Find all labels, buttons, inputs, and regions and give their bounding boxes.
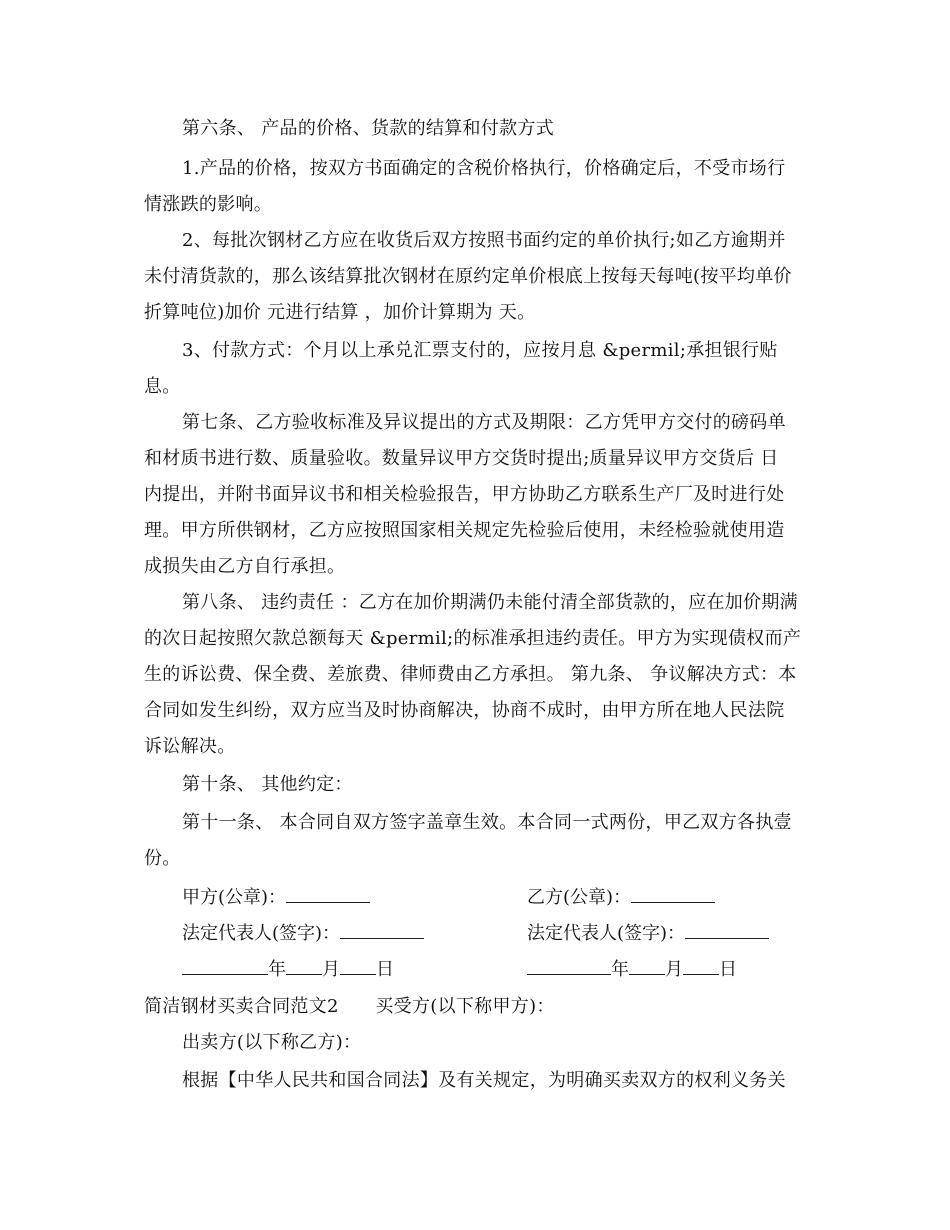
date-b-field [527, 956, 737, 983]
preamble-line: 根据【中华人民共和国合同法】及有关规定，为明确买卖双方的权利义务关 [182, 1070, 786, 1091]
article-6-clause-2-line-3: 折算吨位)加价 元进行结算 ，加价计算期为 天。 [144, 302, 536, 323]
article-6-clause-3-line-2: 息。 [144, 376, 181, 397]
article-8-line-1: 第八条、 违约责任 ：乙方在加价期满仍未能付清全部货款的，应在加价期满 [182, 592, 798, 613]
date-a-month-label: 月 [322, 959, 340, 980]
rep-a-field [182, 920, 424, 947]
date-a-field [182, 956, 394, 983]
party-a-seal-blank [286, 884, 370, 903]
date-b-year-blank [527, 956, 611, 975]
date-a-day-label: 日 [376, 959, 394, 980]
article-11-line-1: 第十一条、 本合同自双方签字盖章生效。本合同一式两份，甲乙双方各执壹 [182, 812, 792, 833]
date-a-year-label: 年 [268, 959, 286, 980]
date-b-month-label: 月 [665, 959, 683, 980]
date-a-year-blank [182, 956, 268, 975]
article-11-line-2: 份。 [144, 848, 181, 869]
article-6-clause-3-line-1: 3、付款方式：个月以上承兑汇票支付的，应按月息 &permil;承担银行贴 [182, 340, 778, 361]
article-10-heading: 第十条、 其他约定： [182, 774, 353, 795]
date-b-day-blank [683, 956, 719, 975]
article-6-clause-2-line-1: 2、每批次钢材乙方应在收货后双方按照书面约定的单价执行;如乙方逾期并 [182, 230, 786, 251]
article-7-line-2: 和材质书进行数、质量验收。数量异议甲方交货时提出;质量异议甲方交货后 日 [144, 448, 779, 469]
date-b-month-blank [629, 956, 665, 975]
party-b-seal-label: 乙方(公章)： [527, 887, 632, 908]
date-a-day-blank [340, 956, 376, 975]
article-7-line-3: 内提出，并附书面异议书和相关检验报告，甲方协助乙方联系生产厂及时进行处 [144, 484, 785, 505]
article-7-line-4: 理。甲方所供钢材，乙方应按照国家相关规定先检验后使用，未经检验就使用造 [144, 520, 785, 541]
rep-a-label: 法定代表人(签字)： [182, 923, 341, 944]
party-b-seal-field [527, 884, 715, 911]
article-6-clause-2-line-2: 未付清货款的，那么该结算批次钢材在原约定单价根底上按每天每吨(按平均单价 [144, 266, 792, 287]
party-a-seal-label: 甲方(公章)： [182, 887, 287, 908]
rep-b-label: 法定代表人(签字)： [527, 923, 686, 944]
date-b-day-label: 日 [719, 959, 737, 980]
article-6-clause-1-line-1: 1.产品的价格，按双方书面确定的含税价格执行，价格确定后，不受市场行 [182, 158, 786, 179]
article-7-line-1: 第七条、乙方验收标准及异议提出的方式及期限：乙方凭甲方交付的磅码单 [182, 412, 786, 433]
article-8-line-3: 生的诉讼费、保全费、差旅费、律师费由乙方承担。 第九条、 争议解决方式：本 [144, 664, 797, 685]
article-7-line-5: 成损失由乙方自行承担。 [144, 556, 346, 577]
rep-b-blank [685, 920, 769, 939]
date-a-month-blank [286, 956, 322, 975]
rep-b-field [527, 920, 769, 947]
date-b-year-label: 年 [611, 959, 629, 980]
seller-line: 出卖方(以下称乙方)： [182, 1032, 362, 1053]
contract-2-title-line: 简洁钢材买卖合同范文2 买受方(以下称甲方)： [144, 996, 555, 1017]
rep-a-blank [340, 920, 424, 939]
party-a-seal-field [182, 884, 370, 911]
article-6-clause-1-line-2: 情涨跌的影响。 [144, 194, 273, 215]
article-6-heading: 第六条、 产品的价格、货款的结算和付款方式 [182, 118, 555, 139]
article-9-line-2: 诉讼解决。 [144, 736, 236, 757]
party-b-seal-blank [631, 884, 715, 903]
article-9-line-1: 合同如发生纠纷，双方应当及时协商解决，协商不成时，由甲方所在地人民法院 [144, 700, 785, 721]
article-8-line-2: 的次日起按照欠款总额每天 &permil;的标准承担违约责任。甲方为实现债权而产 [144, 628, 802, 649]
